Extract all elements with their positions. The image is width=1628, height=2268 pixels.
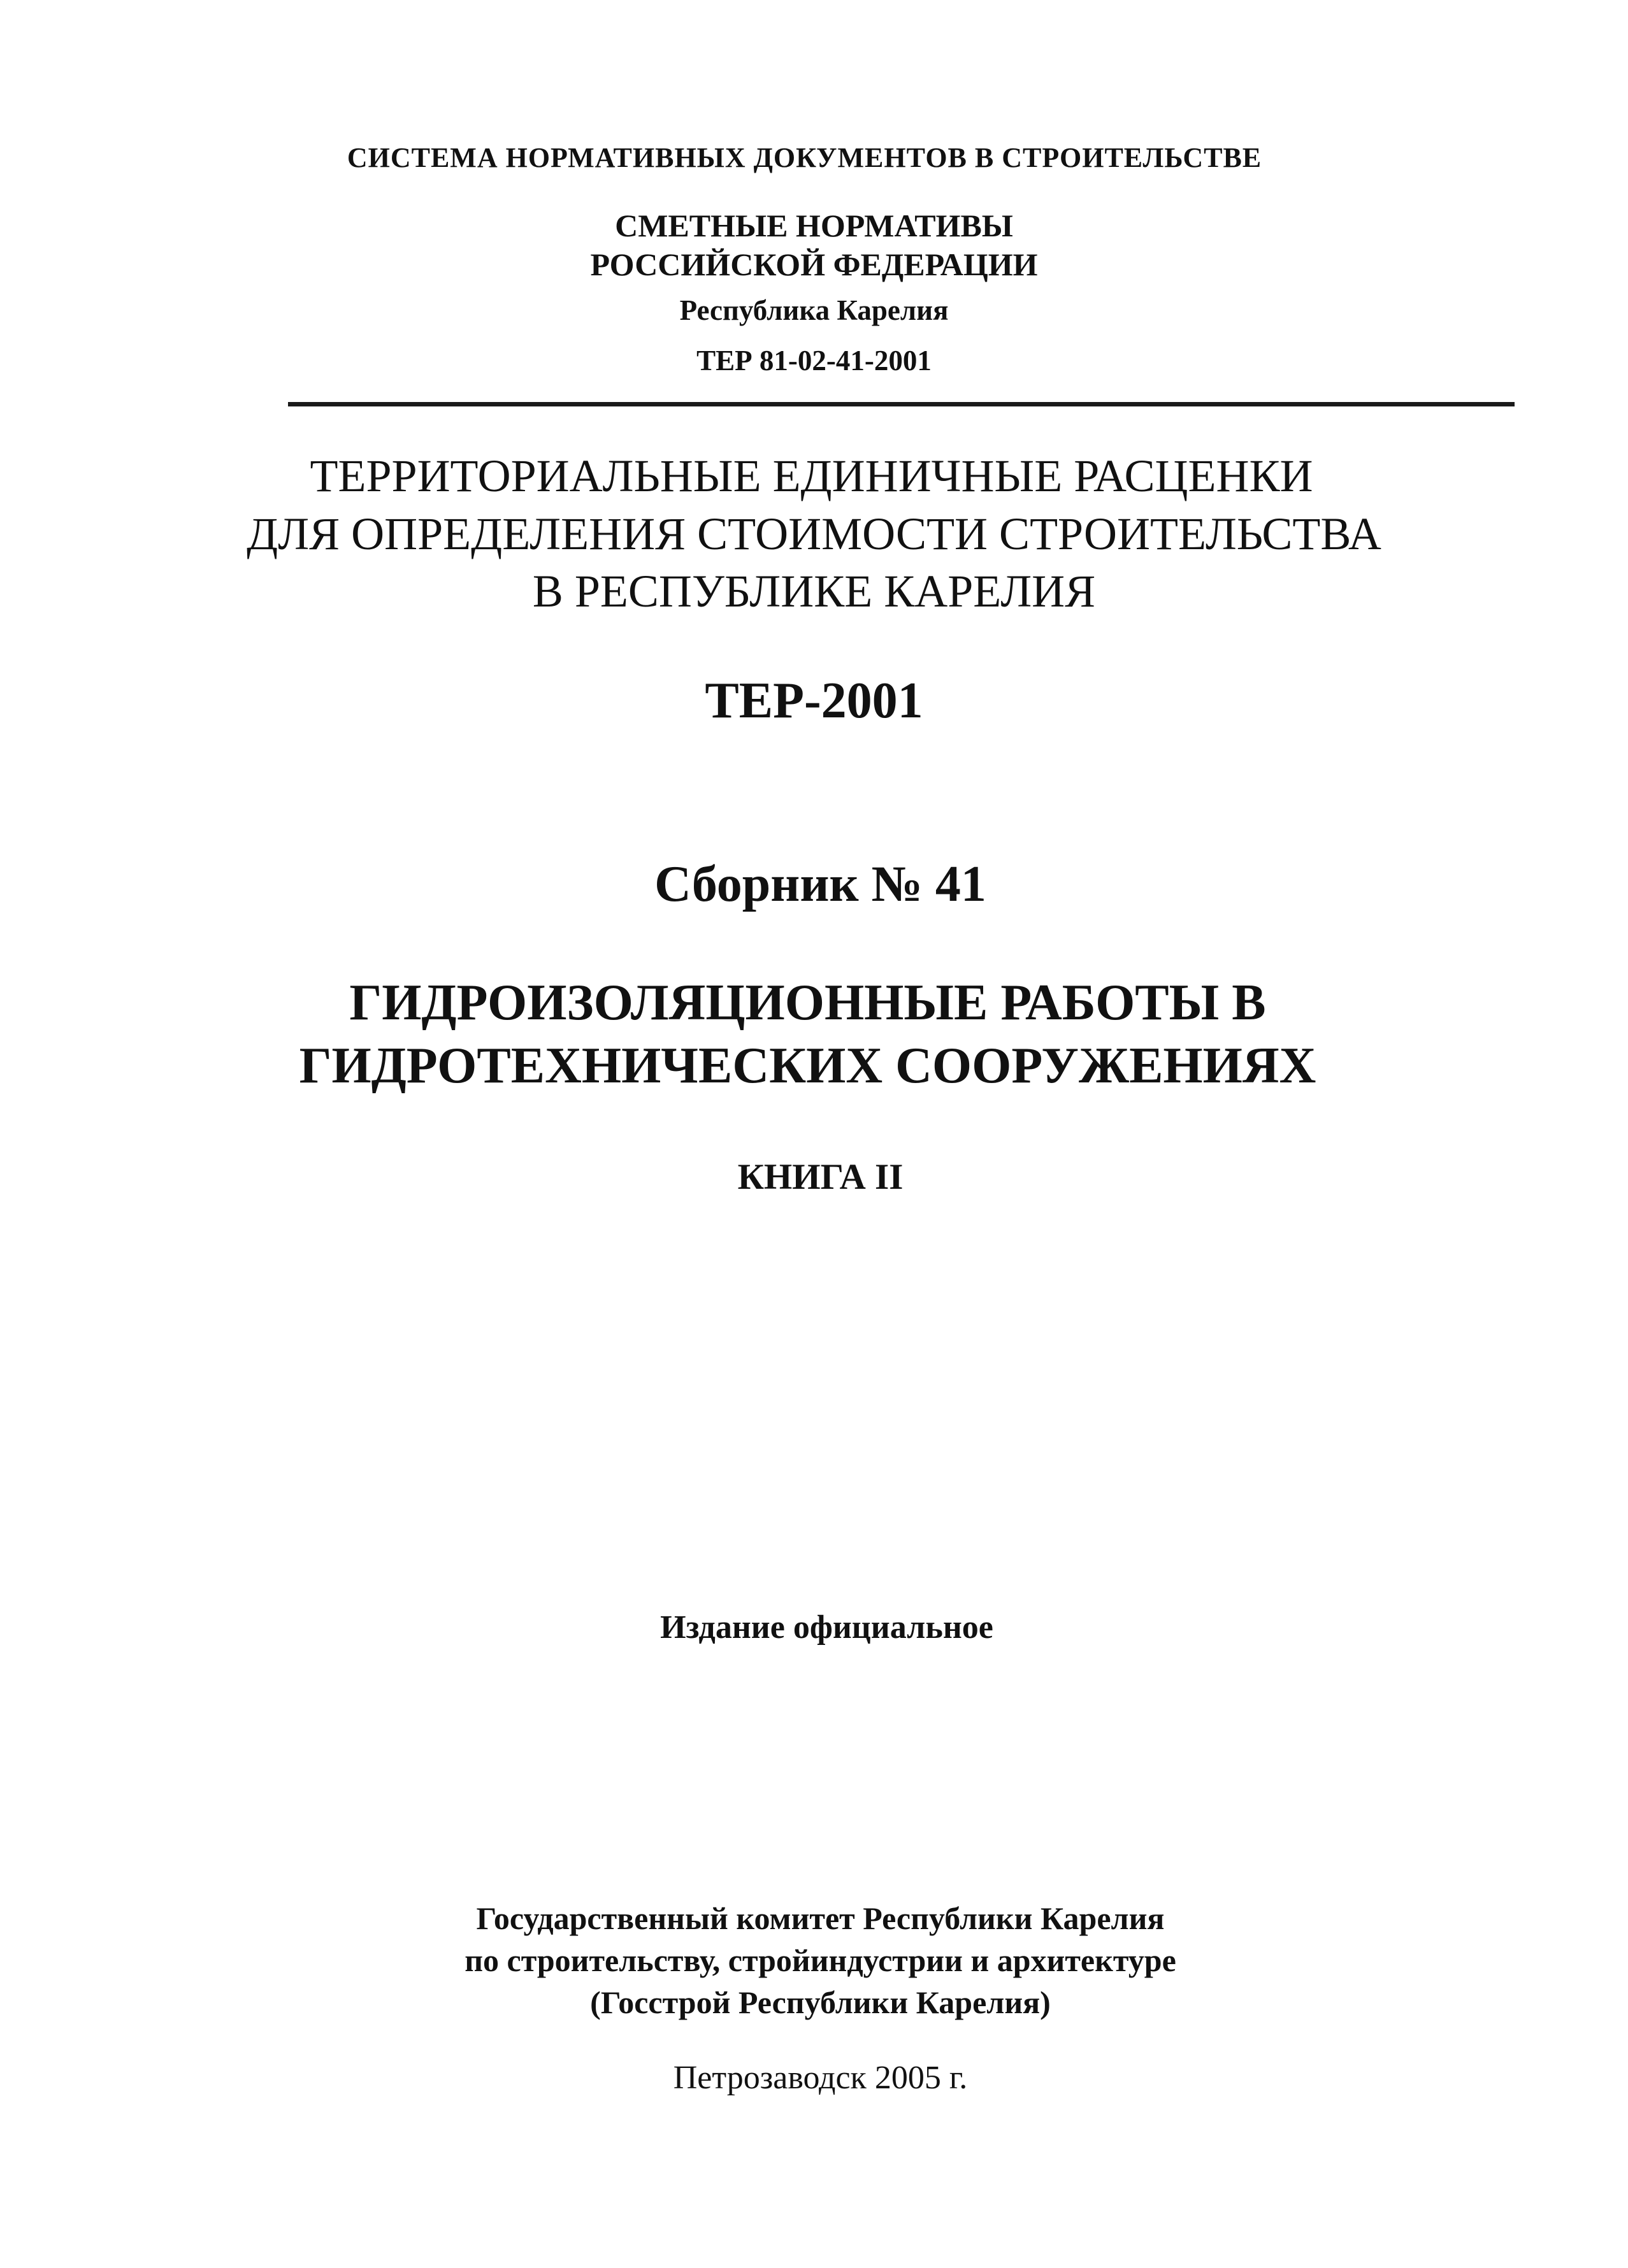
collection-name-line2: ГИДРОТЕХНИЧЕСКИХ СООРУЖЕНИЯХ: [299, 1038, 1316, 1094]
region-label: Республика Карелия: [679, 294, 949, 326]
publisher-line1: Государственный комитет Республики Карелия: [476, 1900, 1165, 1936]
publisher-line3: (Госстрой Республики Карелия): [590, 1984, 1051, 2020]
publisher-line2: по строительству, стройиндустрии и архитектуре: [465, 1942, 1176, 1978]
title-line2: ДЛЯ ОПРЕДЕЛЕНИЯ СТОИМОСТИ СТРОИТЕЛЬСТВА: [247, 508, 1381, 559]
system-heading: СИСТЕМА НОРМАТИВНЫХ ДОКУМЕНТОВ В СТРОИТЕЛЬСТВЕ: [347, 142, 1262, 173]
collection-number: Сборник № 41: [654, 856, 986, 912]
norms-heading-line1: СМЕТНЫЕ НОРМАТИВЫ: [615, 208, 1013, 243]
document-code: ТЕР 81-02-41-2001: [696, 345, 932, 377]
collection-name-line1: ГИДРОИЗОЛЯЦИОННЫЕ РАБОТЫ В: [349, 975, 1266, 1031]
place-year: Петрозаводск 2005 г.: [673, 2060, 968, 2096]
title-short: ТЕР-2001: [705, 673, 923, 729]
title-line3: В РЕСПУБЛИКЕ КАРЕЛИЯ: [532, 566, 1096, 617]
book-label: КНИГА II: [737, 1157, 904, 1197]
edition-label: Издание официальное: [660, 1609, 993, 1646]
norms-heading-line2: РОССИЙСКОЙ ФЕДЕРАЦИИ: [590, 247, 1038, 282]
header-divider: [288, 402, 1515, 406]
title-line1: ТЕРРИТОРИАЛЬНЫЕ ЕДИНИЧНЫЕ РАСЦЕНКИ: [310, 450, 1313, 501]
